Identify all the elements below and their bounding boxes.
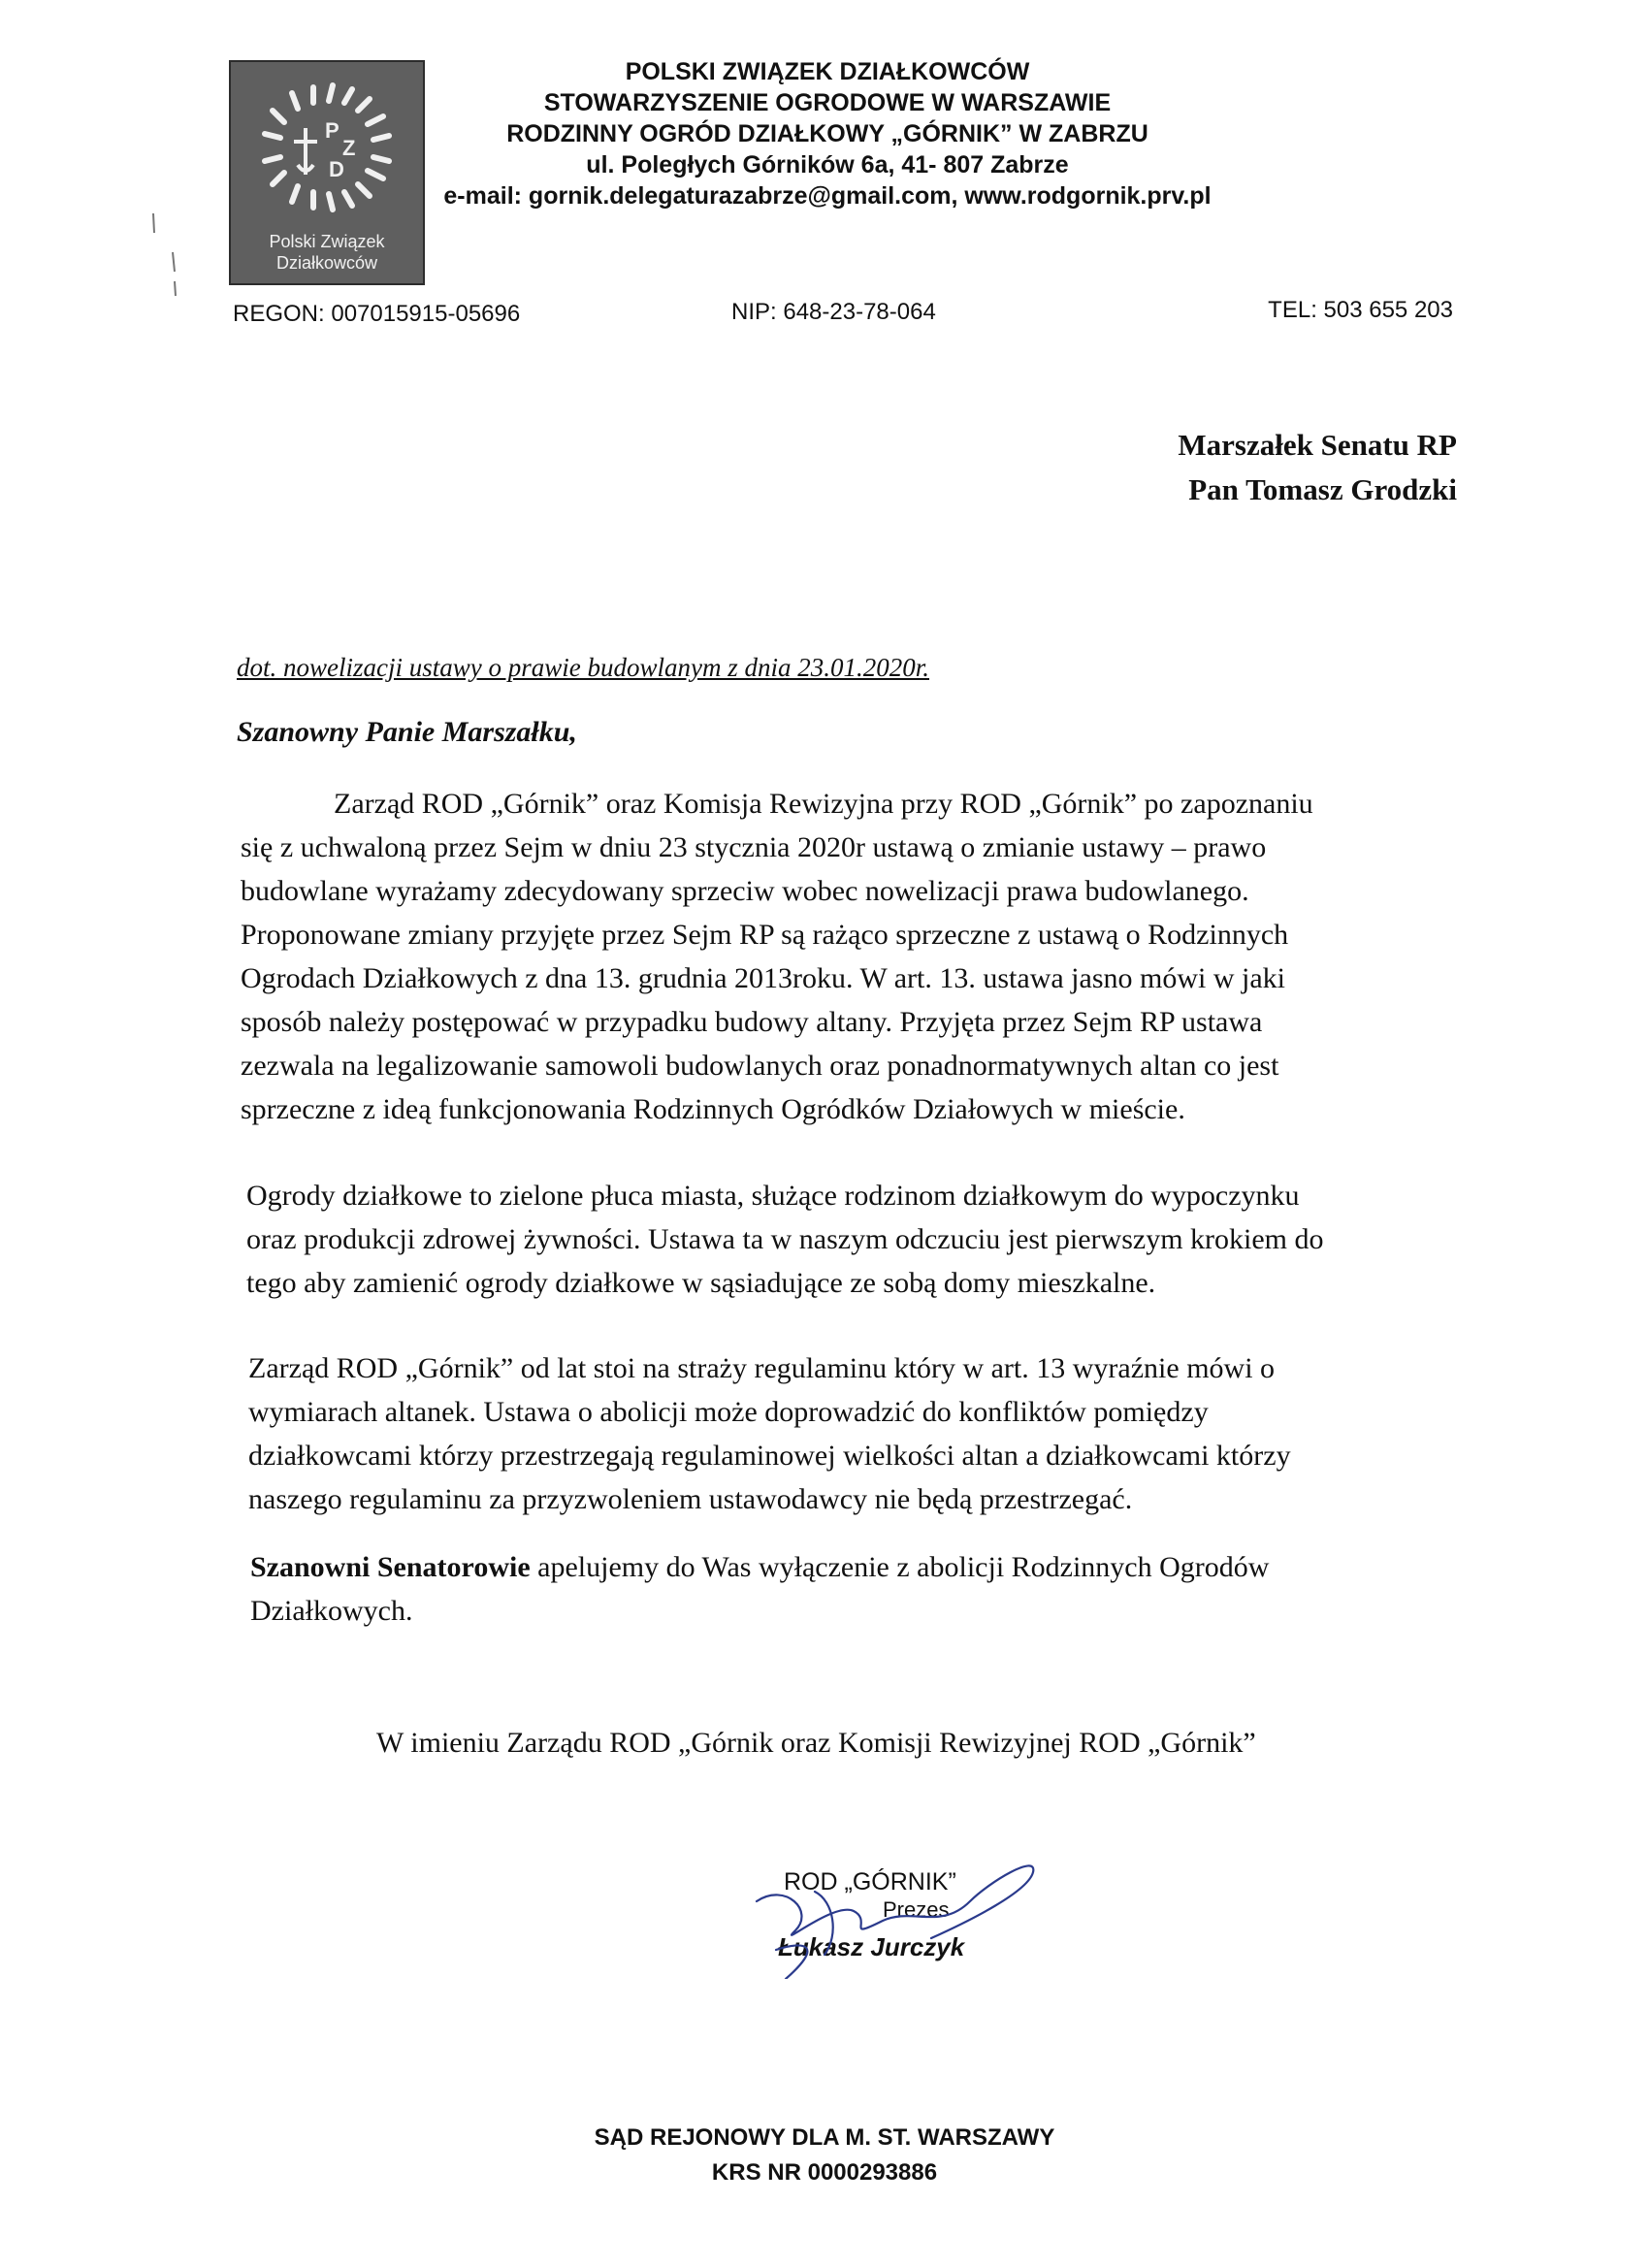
footer-krs: KRS NR 0000293886 xyxy=(711,2159,938,2186)
signature-stamp xyxy=(747,1843,1057,1979)
paragraph-line: oraz produkcji zdrowej żywności. Ustawa ta w naszym odczuciu jest pierwszym krokiem do xyxy=(246,1223,1324,1255)
footer-court: SĄD REJONOWY DLA M. ST. WARSZAWY xyxy=(594,2124,1055,2151)
letterhead-contact: e-mail: gornik.delegaturazabrze@gmail.com, www.rodgornik.prv.pl xyxy=(443,182,1212,210)
senators-emphasis: Szanowni Senatorowie xyxy=(250,1551,531,1583)
letterhead-line-2: STOWARZYSZENIE OGRODOWE W WARSZAWIE xyxy=(543,89,1112,116)
paragraph-line: działkowcami którzy przestrzegają regulaminowej wielkości altan a działkowcami którzy xyxy=(248,1440,1291,1472)
logo-caption-line-1: Polski Związek xyxy=(269,232,385,251)
paragraph-3 xyxy=(248,1346,1291,1521)
subject-line: dot. nowelizacji ustawy o prawie budowlanym z dnia 23.01.2020r. xyxy=(237,653,930,682)
paragraph-line: Zarząd ROD „Górnik” od lat stoi na straży regulaminu który w art. 13 wyraźnie mówi o xyxy=(248,1352,1276,1384)
scan-mark-decoration xyxy=(146,204,184,301)
letterhead-line-3: RODZINNY OGRÓD DZIAŁKOWY „GÓRNIK” W ZABRZU xyxy=(506,120,1148,147)
svg-text:Z: Z xyxy=(342,136,356,160)
paragraph-line: sprzeczne z ideą funkcjonowania Rodzinnych Ogródków Działowych w mieście. xyxy=(241,1093,1185,1125)
pzd-logo xyxy=(229,60,425,285)
letterhead-line-1: POLSKI ZWIĄZEK DZIAŁKOWCÓW xyxy=(625,58,1030,85)
letterhead-address: ul. Poległych Górników 6a, 41- 807 Zabrze xyxy=(586,151,1069,178)
paragraph-1 xyxy=(241,782,1313,1131)
paragraph-line: sposób należy postępować w przypadku budowy altany. Przyjęta przez Sejm RP ustawa xyxy=(241,1006,1263,1038)
recipient-line-1: Marszałek Senatu RP xyxy=(1178,428,1457,462)
paragraph-line: się z uchwaloną przez Sejm w dniu 23 stycznia 2020r ustawą o zmianie ustawy – prawo xyxy=(241,831,1267,863)
paragraph-line: Zarząd ROD „Górnik” oraz Komisja Rewizyjna przy ROD „Górnik” po zapoznaniu xyxy=(334,788,1313,820)
paragraph-line xyxy=(250,1545,1269,1589)
logo-caption-line-2: Działkowców xyxy=(275,253,378,273)
pzd-emblem-icon xyxy=(231,62,423,227)
paragraph-line: Ogrodach Działkowych z dna 13. grudnia 2013roku. W art. 13. ustawa jasno mówi w jaki xyxy=(241,962,1285,994)
telephone-number: TEL: 503 655 203 xyxy=(1268,297,1453,323)
paragraph-line: budowlane wyrażamy zdecydowany sprzeciw wobec nowelizacji prawa budowlanego. xyxy=(241,875,1249,907)
svg-text:D: D xyxy=(329,157,344,181)
handwritten-signature xyxy=(747,1843,1057,1979)
paragraph-2 xyxy=(246,1174,1324,1305)
regon-number: REGON: 007015915-05696 xyxy=(233,301,521,327)
svg-text:P: P xyxy=(325,118,340,143)
paragraph-line: tego aby zamienić ogrody działkowe w sąsiadujące ze sobą domy mieszkalne. xyxy=(246,1267,1156,1299)
paragraph-line: naszego regulaminu za przyzwoleniem ustawodawcy nie będą przestrzegać. xyxy=(248,1483,1133,1515)
paragraph-line: Ogrody działkowe to zielone płuca miasta, służące rodzinom działkowym do wypoczynku xyxy=(246,1180,1300,1212)
letterhead xyxy=(425,56,1230,211)
stamp-line-1: ROD „GÓRNIK” xyxy=(784,1868,956,1895)
footer xyxy=(0,2121,1649,2190)
paragraph-line: Działkowych. xyxy=(250,1595,413,1627)
paragraph-line: wymiarach altanek. Ustawa o abolicji może doprowadzić do konfliktów pomiędzy xyxy=(248,1396,1209,1428)
stamp-line-3: Łukasz Jurczyk xyxy=(778,1932,965,1961)
paragraph-4 xyxy=(250,1545,1269,1633)
stamp-line-2: Prezes xyxy=(883,1897,950,1922)
appeal-text: apelujemy do Was wyłączenie z abolicji Rodzinnych Ogrodów xyxy=(530,1551,1270,1583)
paragraph-line: Proponowane zmiany przyjęte przez Sejm RP są rażąco sprzeczne z ustawą o Rodzinnych xyxy=(241,919,1289,951)
nip-number: NIP: 648-23-78-064 xyxy=(731,299,936,325)
salutation: Szanowny Panie Marszałku, xyxy=(237,716,577,748)
closing-line: W imieniu Zarządu ROD „Górnik oraz Komisji Rewizyjnej ROD „Górnik” xyxy=(376,1727,1256,1759)
recipient-line-2: Pan Tomasz Grodzki xyxy=(1188,472,1457,506)
paragraph-line: zezwala na legalizowanie samowoli budowlanych oraz ponadnormatywnych altan co jest xyxy=(241,1050,1279,1082)
recipient-block xyxy=(1178,423,1457,512)
